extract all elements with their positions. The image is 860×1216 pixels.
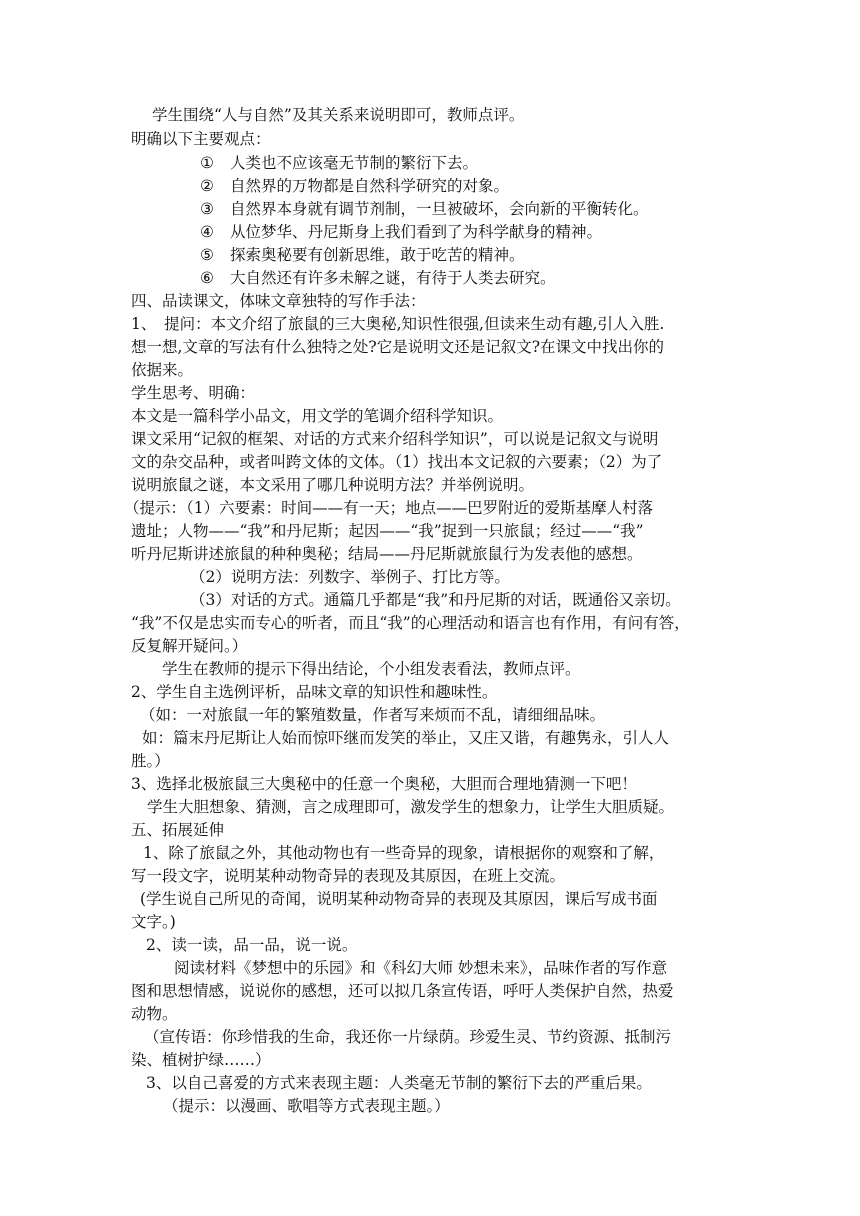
point-number: ④	[200, 223, 214, 241]
text-line: 依据来。	[131, 361, 194, 379]
section-heading: 四、品读课文，体味文章独特的写作手法：	[131, 292, 426, 310]
text-line: 文的杂交品种，或者叫跨文体的文体。（1）找出本文记叙的六要素；（2）为了	[131, 453, 663, 471]
text-line: 2、学生自主选例评析，品味文章的知识性和趣味性。	[131, 683, 498, 701]
text-line: 课文采用“记叙的框架、对话的方式来介绍科学知识”，可以说是记叙文与说明	[131, 430, 659, 448]
text-line: 1、除了旅鼠之外，其他动物也有一些奇异的现象，请根据你的观察和了解，	[143, 844, 665, 862]
text-line: 动物。	[131, 1005, 178, 1023]
text-line: 染、植树护绿……）	[131, 1051, 271, 1069]
intro-lead: 明确以下主要观点：	[131, 130, 271, 148]
text-line: 反复解开疑问。）	[131, 637, 248, 655]
point-text: 大自然还有许多未解之谜，有待于人类去研究。	[230, 269, 556, 287]
text-line: (学生说自己所见的奇闻，说明某种动物奇异的表现及其原因，课后写成书面	[140, 890, 658, 908]
point-text: 人类也不应该毫无节制的繁衍下去。	[230, 154, 479, 172]
text-line: （提示：（1）六要素：时间——有一天；地点——巴罗附近的爱斯基摩人村落	[124, 499, 654, 517]
text-line: （如：一对旅鼠一年的繁殖数量，作者写来烦而不乱，请细细品味。	[140, 706, 606, 724]
point-text: 从位梦华、丹尼斯身上我们看到了为科学献身的精神。	[230, 223, 603, 241]
section-heading: 五、拓展延伸	[131, 821, 225, 839]
text-line: 如：篇末丹尼斯让人始而惊吓继而发笑的举止，又庄又谐，有趣隽永，引人人	[142, 729, 670, 747]
text-line: 图和思想情感，说说你的感想，还可以拟几条宣传语，呼吁人类保护自然，热爱	[131, 982, 674, 1000]
point-item	[200, 243, 525, 267]
text-line: 遗址；人物——“我”和丹尼斯；起因——“我”捉到一只旅鼠；经过——“我”	[131, 522, 644, 540]
text-line: 学生在教师的提示下得出结论，个小组发表看法，教师点评。	[162, 660, 581, 678]
point-text: 探索奥秘要有创新思维，敢于吃苦的精神。	[230, 246, 525, 264]
text-line: （宣传语：你珍惜我的生命，我还你一片绿荫。珍爱生灵、节约资源、抵制污	[144, 1028, 672, 1046]
point-number: ⑥	[200, 269, 214, 287]
point-text: 自然界本身就有调节剂制，一旦被破坏，会向新的平衡转化。	[230, 200, 649, 218]
point-number: ①	[200, 154, 214, 172]
text-line: 2、读一读，品一品，说一说。	[146, 936, 358, 954]
text-line: 文字。)	[131, 913, 176, 931]
point-item	[200, 174, 509, 198]
point-number: ②	[200, 177, 214, 195]
text-line: 阅读材料《梦想中的乐园》和《科幻大师 妙想未来》，品味作者的写作意	[174, 959, 668, 977]
text-line: 1、 提问：本文介绍了旅鼠的三大奥秘,知识性很强,但读来生动有趣,引人入胜.	[131, 315, 665, 333]
text-line: “我”不仅是忠实而专心的听者，而且“我”的心理活动和语言也有作用，有问有答，	[131, 614, 690, 632]
text-line: （2）说明方法：列数字、举例子、打比方等。	[190, 568, 510, 586]
text-line: 想一想,文章的写法有什么独特之处?它是说明文还是记叙文?在课文中找出你的	[131, 338, 665, 356]
point-item	[200, 266, 556, 290]
text-line: 3、选择北极旅鼠三大奥秘中的任意一个奥秘，大胆而合理地猜测一下吧！	[131, 775, 637, 793]
text-line: 胜。）	[131, 752, 170, 770]
point-item	[200, 220, 602, 244]
point-text: 自然界的万物都是自然科学研究的对象。	[230, 177, 510, 195]
point-number: ⑤	[200, 246, 214, 264]
text-line: 学生思考、明确：	[131, 384, 256, 402]
text-line: 写一段文字，说明某种动物奇异的表现及其原因，在班上交流。	[131, 867, 566, 885]
text-line: 学生大胆想象、猜测，言之成理即可，激发学生的想象力，让学生大胆质疑。	[147, 798, 675, 816]
text-line: 听丹尼斯讲述旅鼠的种种奥秘；结局——丹尼斯就旅鼠行为发表他的感想。	[131, 545, 643, 563]
point-item	[200, 197, 649, 221]
text-line: 3、以自己喜爱的方式来表现主题：人类毫无节制的繁衍下去的严重后果。	[146, 1074, 652, 1092]
point-item	[200, 151, 478, 175]
text-line: 说明旅鼠之谜，本文采用了哪几种说明方法？并举例说明。	[131, 476, 535, 494]
intro-paragraph: 学生围绕“人与自然”及其关系来说明即可，教师点评。	[152, 106, 525, 124]
point-number: ③	[200, 200, 214, 218]
text-line: 本文是一篇科学小品文，用文学的笔调介绍科学知识。	[131, 407, 504, 425]
text-line: （3）对话的方式。通篇几乎都是“我”和丹尼斯的对话，既通俗又亲切。	[190, 591, 681, 609]
text-line: （提示：以漫画、歌唱等方式表现主题。）	[163, 1097, 450, 1115]
